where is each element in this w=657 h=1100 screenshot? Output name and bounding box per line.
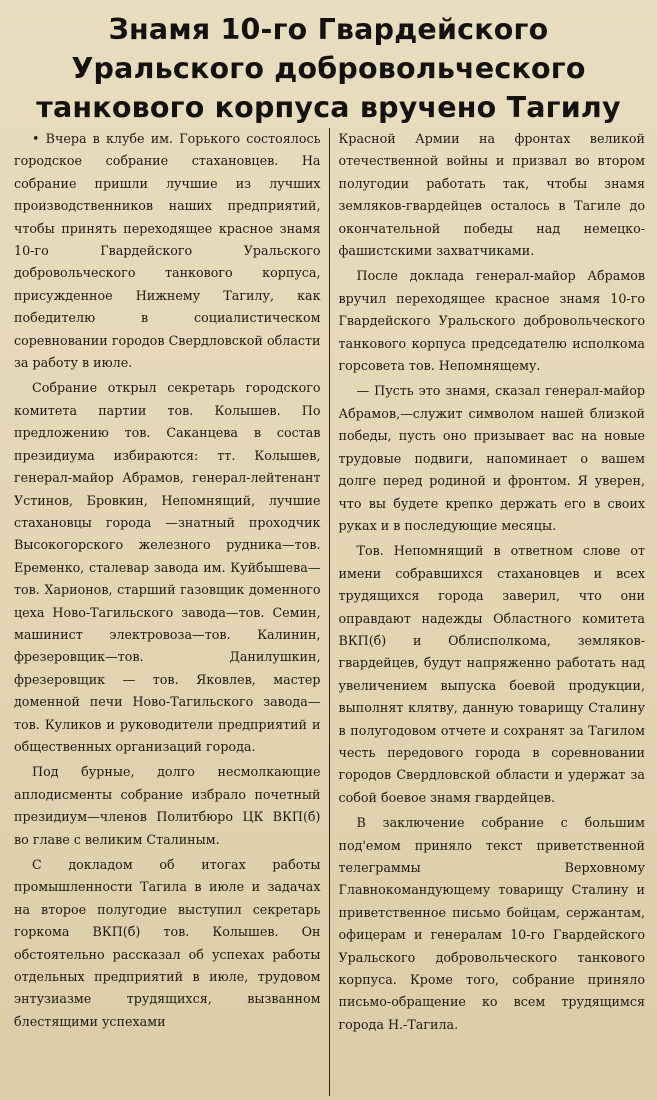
paragraph: После доклада генерал-майор Абрамов вручил переходящее красное знамя 10-го Гвардейского Уральского добровольческого танкового корпуса председателю исполкома горсовета тов. Непомнящему. xyxy=(338,268,645,374)
paragraph: • Вчера в клубе им. Горького состоялось городское собрание стахановцев. На собрание пришли лучшие из лучших производственников наших предприятий, чтобы принять переходящее красное знамя 10-го Гвардейского Уральского добровольческого танкового корпуса, присужденное Нижнему Тагилу, как победителю в социалистическом соревновании городов Свердловской области за работу в июле. xyxy=(14,131,321,371)
paragraph: В заключение собрание с большим под'емом приняло текст приветственной телеграммы Верховному Главнокомандующему товарищу Сталину и приветственное письмо бойцам, сержантам, офицерам и генералам 10-го Гвардейского Уральского добровольческого танкового корпуса. Кроме того, собрание приняло письмо-обращение ко всем трудящимся города Н.-Тагила. xyxy=(338,815,645,1032)
article-body xyxy=(14,128,645,1096)
right-column xyxy=(329,128,646,1096)
paragraph: Под бурные, долго несмолкающие аплодисменты собрание избрало почетный президиум—членов Политбюро ЦК ВКП(б) во главе с великим Сталиным. xyxy=(14,764,321,847)
article-headline: Знамя 10-го Гвардейского Уральского добровольческого танкового корпуса вручено Тагилу xyxy=(36,13,621,124)
paragraph: Тов. Непомнящий в ответном слове от имени собравшихся стахановцев и всех трудящихся города заверил, что они оправдают надежды Областного комитета ВКП(б) и Облисполкома, земляков-гвардейцев, будут напряженно работать над увеличением выпуска боевой продукции, выполнят клятву, данную товарищу Сталину в полугодовом отчете и сохранят за Тагилом честь передового города в соревновании городов Свердловской области и удержат за собой боевое знамя гвардейцев. xyxy=(338,543,645,805)
paragraph: — Пусть это знамя, сказал генерал-майор Абрамов,—служит символом нашей близкой победы, пусть оно призывает вас на новые трудовые подвиги, напоминает о вашем долге перед родиной и фронтом. Я уверен, что вы будете крепко держать его в своих руках и в последующие месяцы. xyxy=(338,383,645,533)
paragraph: Красной Армии на фронтах великой отечественной войны и призвал во втором полугодии работать так, чтобы знамя земляков-гвардейцев осталось в Тагиле до окончательной победы над немецко-фашистскими захватчиками. xyxy=(338,131,645,259)
paragraph: С докладом об итогах работы промышленности Тагила в июле и задачах на второе полугодие выступил секретарь горкома ВКП(б) тов. Колышев. Он обстоятельно рассказал об успехах работы отдельных предприятий в июле, трудовом энтузиазме трудящихся, вызванном блестящими успехами xyxy=(14,857,321,1029)
left-column xyxy=(14,128,329,1096)
paragraph: Собрание открыл секретарь городского комитета партии тов. Колышев. По предложению тов. Саканцева в состав президиума избираются: тт. Колышев, генерал-майор Абрамов, генерал-лейтенант Устинов, Бровкин, Непомнящий, лучшие стахановцы города —знатный проходчик Высокогорского железного рудника—тов. Еременко, сталевар завода им. Куйбышева—тов. Харионов, старший газовщик доменного цеха Ново-Тагильского завода—тов. Семин, машинист электровоза—тов. Калинин, фрезеровщик—тов. Данилушкин, фрезеровщик — тов. Яковлев, мастер доменной печи Ново-Тагильского завода—тов. Куликов и руководители предприятий и общественных организаций города. xyxy=(14,380,321,754)
